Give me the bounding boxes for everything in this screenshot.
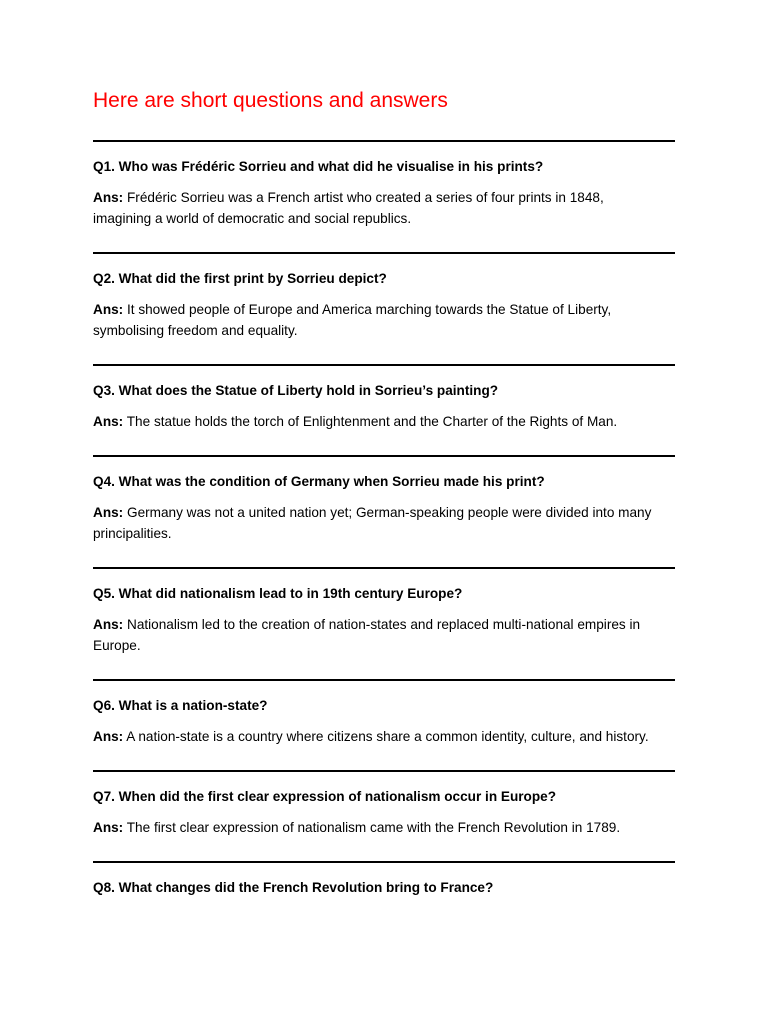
answer-line	[93, 411, 675, 432]
divider	[93, 364, 675, 366]
answer	[93, 299, 675, 341]
answer-text: principalities.	[93, 525, 172, 541]
divider	[93, 770, 675, 772]
answer-text: Europe.	[93, 637, 141, 653]
answer-text: The statue holds the torch of Enlightenment and the Charter of the Rights of Man.	[126, 413, 618, 429]
answer-text: Germany was not a united nation yet; German-speaking people were divided into many	[127, 504, 652, 520]
answer-label: Ans:	[93, 819, 124, 835]
answer-label: Ans:	[93, 413, 124, 429]
answer	[93, 726, 675, 747]
answer	[93, 817, 675, 838]
answer-label: Ans:	[93, 301, 124, 317]
qa-item	[93, 770, 675, 837]
divider	[93, 252, 675, 254]
qa-item	[93, 567, 675, 655]
qa-item	[93, 140, 675, 228]
qa-item	[93, 364, 675, 431]
qa-item	[93, 861, 675, 898]
answer	[93, 411, 675, 432]
answer-label: Ans:	[93, 504, 124, 520]
answer-line	[93, 299, 675, 320]
question: Q2. What did the first print by Sorrieu depict?	[93, 271, 387, 286]
qa-item	[93, 455, 675, 543]
answer-line	[93, 208, 675, 229]
answer-line	[93, 523, 675, 544]
answer-line	[93, 320, 675, 341]
answer-line	[93, 502, 675, 523]
answer	[93, 502, 675, 544]
answer-line	[93, 635, 675, 656]
divider	[93, 679, 675, 681]
question: Q7. When did the first clear expression of nationalism occur in Europe?	[93, 789, 557, 804]
answer-label: Ans:	[93, 728, 124, 744]
answer-line	[93, 614, 675, 635]
answer-line	[93, 726, 675, 747]
divider	[93, 861, 675, 863]
answer-text: imagining a world of democratic and social republics.	[93, 210, 412, 226]
answer-line	[93, 817, 675, 838]
answer	[93, 187, 675, 229]
document-content	[93, 88, 675, 898]
qa-item	[93, 252, 675, 340]
answer-text: It showed people of Europe and America marching towards the Statue of Liberty,	[127, 301, 612, 317]
divider	[93, 140, 675, 142]
answer-text: symbolising freedom and equality.	[93, 322, 298, 338]
question: Q5. What did nationalism lead to in 19th century Europe?	[93, 586, 463, 601]
page-title: Here are short questions and answers	[93, 89, 448, 112]
question: Q8. What changes did the French Revolution bring to France?	[93, 880, 494, 895]
answer-text: Nationalism led to the creation of nation-states and replaced multi-national empires in	[127, 616, 641, 632]
qa-item	[93, 679, 675, 746]
answer	[93, 614, 675, 656]
answer-text: The first clear expression of nationalism came with the French Revolution in 1789.	[126, 819, 621, 835]
question: Q6. What is a nation-state?	[93, 698, 268, 713]
divider	[93, 567, 675, 569]
question: Q3. What does the Statue of Liberty hold in Sorrieu’s painting?	[93, 383, 499, 398]
answer-label: Ans:	[93, 189, 124, 205]
divider	[93, 455, 675, 457]
answer-text: A nation-state is a country where citizens share a common identity, culture, and history.	[126, 728, 649, 744]
answer-label: Ans:	[93, 616, 124, 632]
answer-line	[93, 187, 675, 208]
question: Q4. What was the condition of Germany when Sorrieu made his print?	[93, 474, 545, 489]
answer-text: Frédéric Sorrieu was a French artist who created a series of four prints in 1848,	[127, 189, 604, 205]
question: Q1. Who was Frédéric Sorrieu and what did he visualise in his prints?	[93, 159, 544, 174]
